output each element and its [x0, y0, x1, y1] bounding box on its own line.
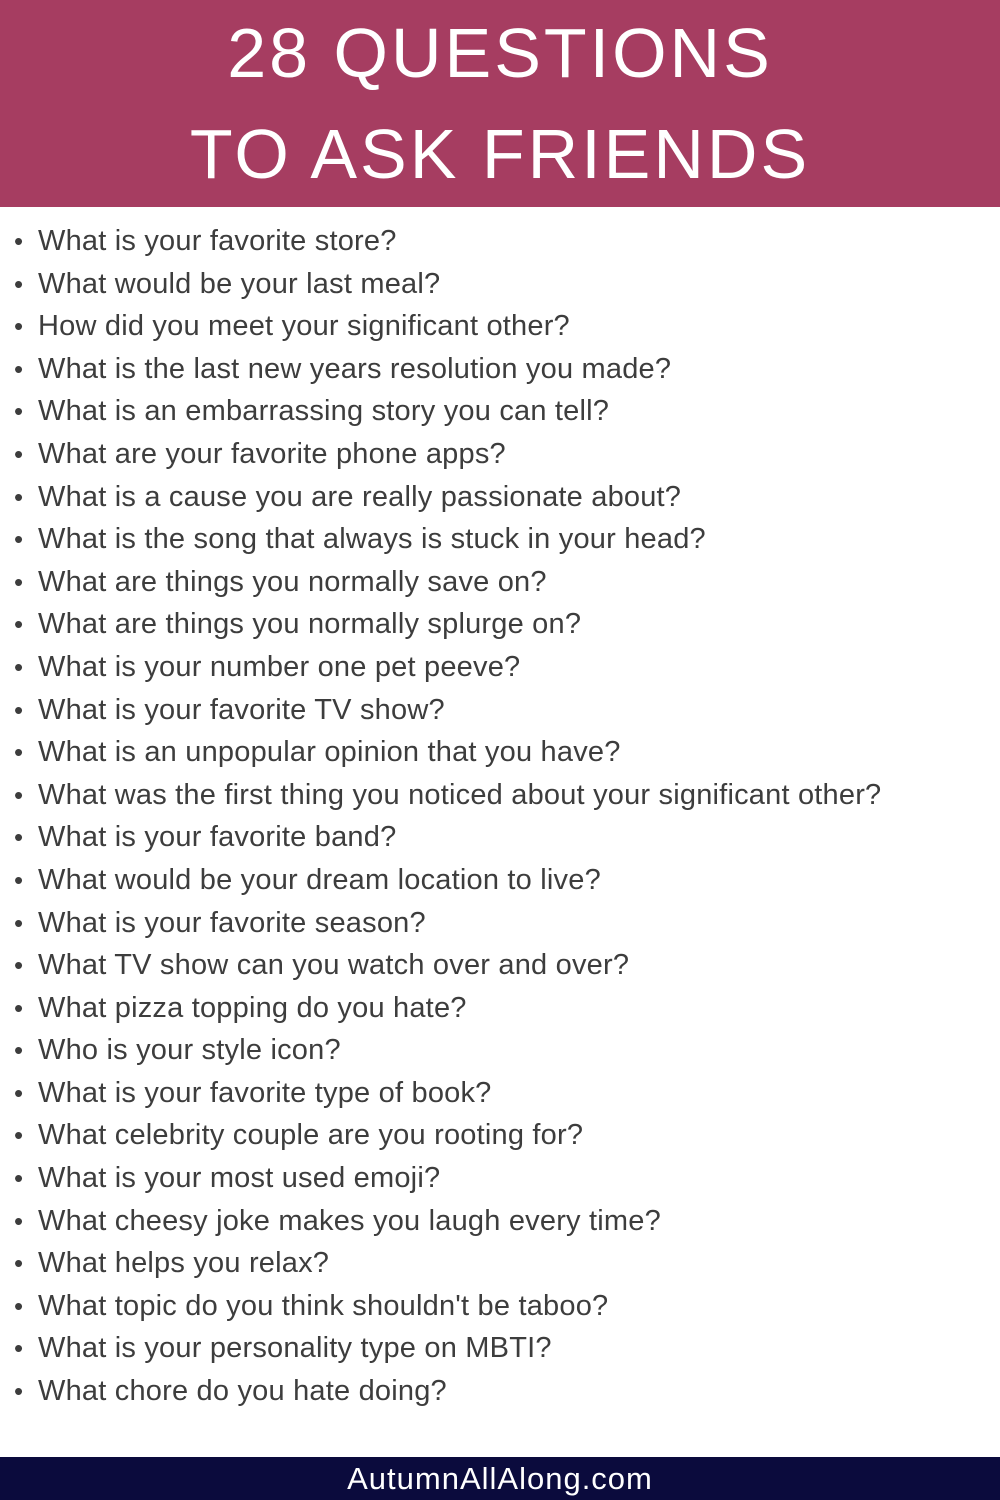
question-item — [0, 774, 910, 817]
question-item — [0, 603, 910, 646]
question-item — [0, 816, 910, 859]
bullet-icon: • — [14, 1290, 24, 1321]
question-text: What was the first thing you noticed about your significant other? — [38, 778, 882, 811]
bullet-icon: • — [14, 864, 24, 895]
question-text: What chore do you hate doing? — [38, 1375, 447, 1408]
bullet-icon: • — [14, 609, 24, 640]
bullet-icon: • — [14, 524, 24, 555]
bullet-icon: • — [14, 1035, 24, 1066]
question-item — [0, 561, 910, 604]
question-text: What would be your last meal? — [38, 267, 441, 300]
bullet-icon: • — [14, 566, 24, 597]
question-text: What is a cause you are really passionate about? — [38, 480, 682, 513]
bullet-icon: • — [14, 353, 24, 384]
bullet-icon: • — [14, 268, 24, 299]
bullet-icon: • — [14, 481, 24, 512]
bullet-icon: • — [14, 1205, 24, 1236]
question-item — [0, 1285, 910, 1328]
question-item — [0, 731, 910, 774]
bullet-icon: • — [14, 822, 24, 853]
question-text: What are your favorite phone apps? — [38, 437, 506, 470]
question-text: How did you meet your significant other? — [38, 310, 570, 343]
question-text: What helps you relax? — [38, 1247, 330, 1280]
questions-section — [0, 207, 1000, 1457]
question-text: What topic do you think shouldn't be taboo? — [38, 1289, 609, 1322]
question-item — [0, 859, 910, 902]
question-item — [0, 390, 910, 433]
question-item — [0, 220, 910, 263]
question-text: What celebrity couple are you rooting for? — [38, 1119, 584, 1152]
questions-list — [0, 220, 1000, 1413]
bullet-icon: • — [14, 1376, 24, 1407]
question-item — [0, 987, 910, 1030]
page-title-line-1: 28 QUESTIONS — [227, 13, 773, 92]
header-banner — [0, 0, 1000, 207]
website-url: AutumnAllAlong.com — [347, 1460, 653, 1496]
question-text: What would be your dream location to live? — [38, 863, 601, 896]
bullet-icon: • — [14, 651, 24, 682]
question-item — [0, 476, 910, 519]
question-item — [0, 433, 910, 476]
bullet-icon: • — [14, 907, 24, 938]
question-text: What is your number one pet peeve? — [38, 650, 521, 683]
question-text: What cheesy joke makes you laugh every time? — [38, 1204, 661, 1237]
question-text: What is your favorite season? — [38, 906, 426, 939]
question-text: What TV show can you watch over and over? — [38, 949, 630, 982]
question-item — [0, 1242, 910, 1285]
question-item — [0, 902, 910, 945]
question-text: What is your favorite type of book? — [38, 1076, 492, 1109]
footer-bar — [0, 1457, 1000, 1500]
question-item — [0, 646, 910, 689]
question-item — [0, 1200, 910, 1243]
question-item — [0, 348, 910, 391]
bullet-icon: • — [14, 438, 24, 469]
question-item — [0, 305, 910, 348]
question-text: What is an unpopular opinion that you have? — [38, 736, 621, 769]
question-item — [0, 1327, 910, 1370]
question-text: What are things you normally splurge on? — [38, 608, 582, 641]
question-text: What is an embarrassing story you can tell? — [38, 395, 610, 428]
question-item — [0, 1157, 910, 1200]
question-text: What is your favorite band? — [38, 821, 397, 854]
question-text: What pizza topping do you hate? — [38, 991, 467, 1024]
question-text: What is your personality type on MBTI? — [38, 1332, 552, 1365]
question-item — [0, 1029, 910, 1072]
page-title-line-2: TO ASK FRIENDS — [189, 114, 811, 193]
bullet-icon: • — [14, 737, 24, 768]
bullet-icon: • — [14, 1248, 24, 1279]
bullet-icon: • — [14, 311, 24, 342]
bullet-icon: • — [14, 950, 24, 981]
question-text: What is the last new years resolution you made? — [38, 352, 672, 385]
question-text: What is the song that always is stuck in your head? — [38, 523, 706, 556]
bullet-icon: • — [14, 694, 24, 725]
question-text: Who is your style icon? — [38, 1034, 341, 1067]
question-item — [0, 1072, 910, 1115]
bullet-icon: • — [14, 779, 24, 810]
bullet-icon: • — [14, 1333, 24, 1364]
question-item — [0, 1114, 910, 1157]
question-item — [0, 518, 910, 561]
bullet-icon: • — [14, 226, 24, 256]
question-item — [0, 1370, 910, 1413]
bullet-icon: • — [14, 396, 24, 427]
question-text: What are things you normally save on? — [38, 565, 547, 598]
question-item — [0, 944, 910, 987]
question-text: What is your favorite store? — [38, 225, 397, 257]
question-text: What is your most used emoji? — [38, 1162, 441, 1195]
question-item — [0, 263, 910, 306]
bullet-icon: • — [14, 1163, 24, 1194]
question-text: What is your favorite TV show? — [38, 693, 445, 726]
bullet-icon: • — [14, 1120, 24, 1151]
question-item — [0, 689, 910, 732]
bullet-icon: • — [14, 992, 24, 1023]
bullet-icon: • — [14, 1077, 24, 1108]
